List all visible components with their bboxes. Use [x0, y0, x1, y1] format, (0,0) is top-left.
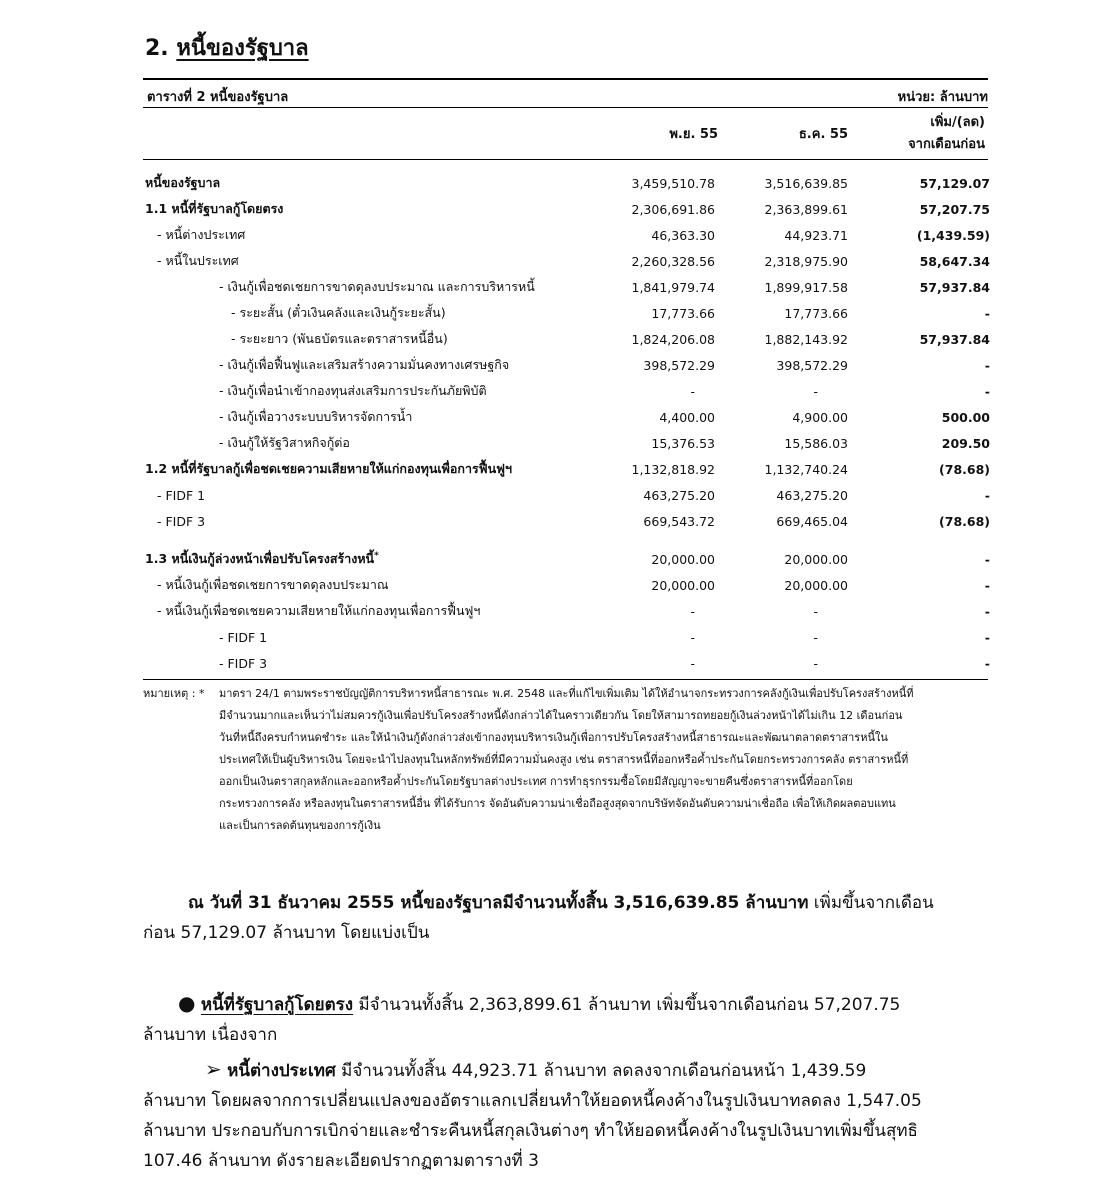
cell-change: (78.68)	[939, 461, 990, 477]
row-label: - FIDF 1	[157, 487, 206, 503]
cell-change: -	[984, 305, 990, 321]
row-label: - หนี้เงินกู้เพื่อชดเชยการขาดดุลงบประมาณ	[157, 577, 389, 592]
cell-dec: 20,000.00	[784, 577, 848, 593]
summary-bold: ณ วันที่ 31 ธันวาคม 2555 หนี้ของรัฐบาลมีจำนวนทั้งสิ้น 3,516,639.85 ล้านบาท	[188, 893, 809, 913]
cell-dec: 1,132,740.24	[764, 461, 848, 477]
cell-dec: -	[813, 655, 818, 671]
cell-dec: 20,000.00	[784, 551, 848, 567]
column-header-change	[860, 112, 985, 156]
section-number: 2.	[145, 36, 169, 61]
cell-change: 209.50	[941, 435, 990, 451]
row-label: - หนี้ต่างประเทศ	[157, 227, 246, 242]
column-header-change-line1: เพิ่ม/(ลด)	[930, 115, 985, 130]
table-top-rule	[143, 78, 988, 80]
cell-nov: -	[690, 603, 695, 619]
bullet-icon: ●	[178, 991, 196, 1015]
summary-paragraph	[143, 888, 975, 948]
cell-change: 57,207.75	[919, 201, 990, 217]
row-label: 1.1 หนี้ที่รัฐบาลกู้โดยตรง	[145, 201, 284, 216]
footnote-line: ออกเป็นเงินตราสกุลหลักและออกหรือค้ำประกันโดยรัฐบาลต่างประเทศ การทำธุรกรรมซื้อโดยมีสัญญาจะขายคืนซึ่งตราสารหนี้ที่ออกโดย	[219, 775, 853, 788]
cell-dec: 3,516,639.85	[764, 175, 848, 191]
cell-dec: 15,586.03	[784, 435, 848, 451]
cell-nov: 46,363.30	[651, 227, 715, 243]
row-label: - FIDF 1	[219, 629, 268, 645]
section-heading	[145, 30, 309, 65]
table-row	[143, 378, 990, 404]
table-row	[143, 430, 990, 456]
row-label: - เงินกู้เพื่อฟื้นฟูและเสริมสร้างความมั่นคงทางเศรษฐกิจ	[219, 357, 510, 372]
table-row	[143, 170, 990, 196]
cell-change: 57,129.07	[919, 175, 990, 191]
row-label: - FIDF 3	[157, 513, 206, 529]
cell-nov: 1,132,818.92	[631, 461, 715, 477]
cell-dec: -	[813, 383, 818, 399]
cell-nov: 1,841,979.74	[631, 279, 715, 295]
table-bottom-rule	[143, 679, 988, 680]
row-label	[143, 546, 575, 572]
cell-nov: 15,376.53	[651, 435, 715, 451]
footnote-line: มีจำนวนมากและเห็นว่าไม่สมควรกู้เงินเพื่อปรับโครงสร้างหนี้ดังกล่าวได้ในคราวเดียวกัน โดยให้สามารถทยอยกู้เงินล่วงหน้าได้ไม่เกิน 12 เดือนก่อน	[219, 709, 903, 722]
column-header-dec: ธ.ค. 55	[798, 127, 848, 142]
direct-debt-line2: ล้านบาท เนื่องจาก	[143, 1025, 278, 1045]
table-row	[143, 248, 990, 274]
cell-dec: 2,318,975.90	[764, 253, 848, 269]
table-row	[143, 404, 990, 430]
cell-change: 58,647.34	[919, 253, 990, 269]
footnote-line: ประเทศให้เป็นผู้บริหารเงิน โดยจะนำไปลงทุนในหลักทรัพย์ที่มีความมั่นคงสูง เช่น ตราสารหนี้ที่ออกหรือค้ำประกันโดยกระทรวงการคลัง ตราสารหนี้ที่	[219, 753, 909, 766]
cell-change: -	[984, 383, 990, 399]
foreign-debt-line2: ล้านบาท โดยผลจากการเปลี่ยนแปลงของอัตราแลกเปลี่ยนทำให้ยอดหนี้คงค้างในรูปเงินบาทลดลง 1,547.05	[143, 1091, 922, 1111]
cell-nov: -	[690, 629, 695, 645]
cell-change: (78.68)	[939, 513, 990, 529]
footnote-body	[219, 683, 989, 837]
cell-nov: 17,773.66	[651, 305, 715, 321]
cell-nov: 669,543.72	[643, 513, 715, 529]
cell-dec: 17,773.66	[784, 305, 848, 321]
cell-nov: 20,000.00	[651, 551, 715, 567]
cell-dec: 1,899,917.58	[764, 279, 848, 295]
debt-table	[143, 170, 990, 676]
foreign-debt-line3: ล้านบาท ประกอบกับการเบิกจ่ายและชำระคืนหนี้สกุลเงินต่างๆ ทำให้ยอดหนี้คงค้างในรูปเงินบาทเพิ่มขึ้นสุทธิ	[143, 1121, 918, 1141]
cell-nov: -	[690, 655, 695, 671]
table-unit: หน่วย: ล้านบาท	[897, 90, 988, 105]
cell-nov: 4,400.00	[659, 409, 715, 425]
cell-change: -	[984, 655, 990, 671]
row-label: 1.2 หนี้ที่รัฐบาลกู้เพื่อชดเชยความเสียหายให้แก่กองทุนเพื่อการฟื้นฟูฯ	[145, 461, 512, 476]
footnote-marker: *	[374, 550, 379, 561]
footnote-line: วันที่หนี้ถึงครบกำหนดชำระ และให้นำเงินกู้ดังกล่าวส่งเข้ากองทุนบริหารเงินกู้เพื่อการปรับโครงสร้างหนี้สาธารณะและพัฒนาตลาดตราสารหนี้ใน	[219, 731, 888, 744]
cell-dec: 2,363,899.61	[764, 201, 848, 217]
foreign-debt-text: มีจำนวนทั้งสิ้น 44,923.71 ล้านบาท ลดลงจากเดือนก่อนหน้า 1,439.59	[335, 1061, 867, 1081]
table-row	[143, 508, 990, 534]
footnote-line: มาตรา 24/1 ตามพระราชบัญญัติการบริหารหนี้สาธารณะ พ.ศ. 2548 และที่แก้ไขเพิ่มเติม ได้ให้อำนาจกระทรวงการคลังกู้เงินเพื่อปรับโครงสร้างหนี้ที่	[219, 687, 914, 700]
footnote-lead: หมายเหตุ : *	[143, 687, 205, 700]
cell-change: -	[984, 357, 990, 373]
summary-line1	[143, 888, 975, 918]
foreign-debt-line4: 107.46 ล้านบาท ดังรายละเอียดปรากฏตามตารางที่ 3	[143, 1151, 539, 1171]
section-title: หนี้ของรัฐบาล	[176, 36, 309, 61]
foreign-debt-line1	[143, 1054, 975, 1086]
table-row	[143, 650, 990, 676]
row-label: - เงินกู้เพื่อวางระบบบริหารจัดการน้ำ	[219, 409, 413, 424]
header-rule	[143, 159, 988, 160]
table-row	[143, 222, 990, 248]
cell-change: -	[984, 551, 990, 567]
table-row	[143, 352, 990, 378]
table-row	[143, 624, 990, 650]
cell-nov: 398,572.29	[643, 357, 715, 373]
row-label: หนี้ของรัฐบาล	[145, 175, 221, 190]
row-label: - หนี้ในประเทศ	[157, 253, 239, 268]
cell-change: (1,439.59)	[916, 227, 990, 243]
cell-nov: -	[690, 383, 695, 399]
cell-dec: -	[813, 603, 818, 619]
arrow-bullet-icon: ➢	[205, 1057, 222, 1081]
foreign-debt-paragraph	[143, 1054, 975, 1176]
summary-rest: เพิ่มขึ้นจากเดือน	[808, 893, 934, 913]
row-label-text: 1.3 หนี้เงินกู้ล่วงหน้าเพื่อปรับโครงสร้างหนี้	[145, 551, 375, 566]
row-label: - เงินกู้เพื่อชดเชยการขาดดุลงบประมาณ และการบริหารหนี้	[219, 279, 535, 294]
column-header-change-line2: จากเดือนก่อน	[908, 137, 985, 152]
column-header-nov: พ.ย. 55	[669, 127, 718, 142]
table-row	[143, 196, 990, 222]
table-caption: ตารางที่ 2 หนี้ของรัฐบาล	[147, 90, 289, 105]
table-row	[143, 572, 990, 598]
cell-nov: 1,824,206.08	[631, 331, 715, 347]
cell-change: 57,937.84	[919, 279, 990, 295]
table-row	[143, 274, 990, 300]
footnote-line: และเป็นการลดต้นทุนของการกู้เงิน	[219, 819, 381, 832]
cell-change: -	[984, 603, 990, 619]
cell-dec: 44,923.71	[784, 227, 848, 243]
footnote-line: กระทรวงการคลัง หรือลงทุนในตราสารหนี้อื่น ที่ได้รับการ จัดอันดับความน่าเชื่อถือสูงสุดจากบริษัทจัดอันดับความน่าเชื่อถือ เพื่อให้เกิดผลตอบแทน	[219, 797, 896, 810]
direct-debt-line1	[143, 988, 975, 1020]
summary-line2: ก่อน 57,129.07 ล้านบาท โดยแบ่งเป็น	[143, 923, 430, 943]
cell-change: 500.00	[941, 409, 990, 425]
row-label: - หนี้เงินกู้เพื่อชดเชยความเสียหายให้แก่กองทุนเพื่อการฟื้นฟูฯ	[157, 603, 481, 618]
row-label: - เงินกู้เพื่อนำเข้ากองทุนส่งเสริมการประกันภัยพิบัติ	[219, 383, 487, 398]
cell-dec: 1,882,143.92	[764, 331, 848, 347]
cell-dec: 398,572.29	[776, 357, 848, 373]
row-label: - ระยะยาว (พันธบัตรและตราสารหนี้อื่น)	[231, 331, 448, 346]
direct-debt-label: หนี้ที่รัฐบาลกู้โดยตรง	[200, 995, 354, 1015]
cell-nov: 3,459,510.78	[631, 175, 715, 191]
direct-debt-text: มีจำนวนทั้งสิ้น 2,363,899.61 ล้านบาท เพิ่มขึ้นจากเดือนก่อน 57,207.75	[353, 995, 901, 1015]
table-row	[143, 598, 990, 624]
row-label: - FIDF 3	[219, 655, 268, 671]
direct-debt-paragraph	[143, 988, 975, 1050]
row-spacer	[143, 534, 990, 546]
cell-nov: 20,000.00	[651, 577, 715, 593]
cell-nov: 463,275.20	[643, 487, 715, 503]
table-row	[143, 546, 990, 572]
cell-dec: 669,465.04	[776, 513, 848, 529]
row-label: - ระยะสั้น (ตั๋วเงินคลังและเงินกู้ระยะสั้น)	[231, 305, 446, 320]
table-row	[143, 300, 990, 326]
cell-change: -	[984, 487, 990, 503]
cell-change: 57,937.84	[919, 331, 990, 347]
cell-change: -	[984, 577, 990, 593]
row-label: - เงินกู้ให้รัฐวิสาหกิจกู้ต่อ	[219, 435, 350, 450]
cell-nov: 2,306,691.86	[631, 201, 715, 217]
table-row	[143, 456, 990, 482]
cell-dec: -	[813, 629, 818, 645]
cell-dec: 463,275.20	[776, 487, 848, 503]
caption-rule	[143, 107, 988, 108]
cell-dec: 4,900.00	[792, 409, 848, 425]
table-row	[143, 326, 990, 352]
cell-nov: 2,260,328.56	[631, 253, 715, 269]
foreign-debt-label: หนี้ต่างประเทศ	[227, 1061, 336, 1081]
cell-change: -	[984, 629, 990, 645]
table-row	[143, 482, 990, 508]
